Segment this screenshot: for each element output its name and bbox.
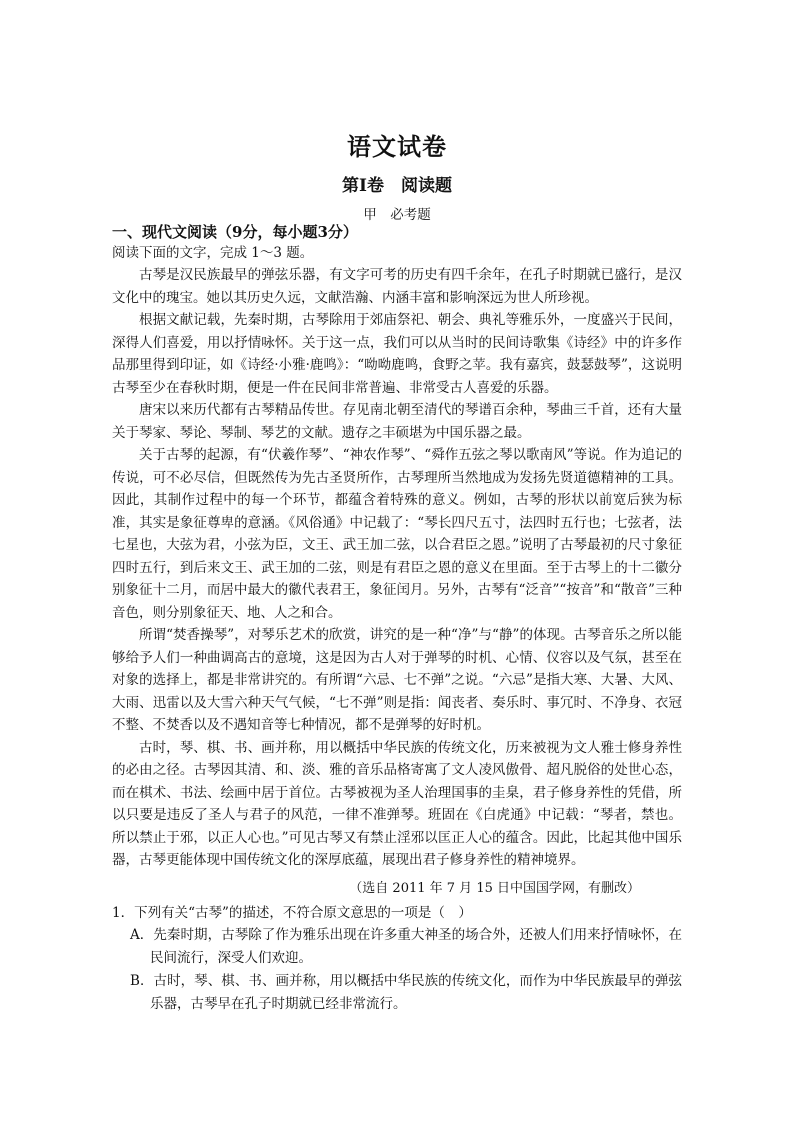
passage-source: （选自 2011 年 7 月 15 日中国国学网，有删改）	[349, 880, 640, 896]
passage-paragraph-4: 关于古琴的起源，有“伏羲作琴”、“神农作琴”、“舜作五弦之琴以歌南风”等说。作为追记的传说，可不必尽信，但既然传为先古圣贤所作，古琴理所当然地成为发扬先贤道德精神的工具。因此，其制作过程中的每一个环节，都蕴含着特殊的意义。例如，古琴的形状以前宽后狭为标准，其实是象征尊卑的意涵。《风俗通》中记载了：“琴长四尺五寸，法四时五行也；七弦者，法七星也，大弦为君，小弦为臣，文王、武王加二弦，以合君臣之恩。”说明了古琴最初的尺寸象征四时五行，到后来文王、武王加的二弦，则是有君臣之恩的意义在里面。至于古琴上的十二徽分别象征十二月，而居中最大的徽代表君王，象征闰月。另外，古琴有“泛音”“按音”和“散音”三种音色，则分别象征天、地、人之和合。	[112, 447, 682, 621]
question-1-stem: 1．下列有关“古琴”的描述，不符合原文意思的一项是（ ）	[112, 904, 472, 921]
passage-paragraph-1: 古琴是汉民族最早的弹弦乐器，有文字可考的历史有四千余年，在孔子时期就已盛行，是汉文化中的瑰宝。她以其历史久远，文献浩瀚、内涵丰富和影响深远为世人所珍视。	[112, 267, 682, 306]
question-1-option-b: B．古时，琴、棋、书、画并称，用以概括中华民族的传统文化，而作为中华民族最早的弹弦乐器，古琴早在孔子时期就已经非常流行。	[130, 972, 682, 1012]
reading-instruction: 阅读下面的文字，完成 1～3 题。	[112, 245, 314, 261]
question-1	[112, 902, 682, 1016]
passage-paragraph-2: 根据文献记载，先秦时期，古琴除用于郊庙祭祀、朝会、典礼等雅乐外，一度盛兴于民间，深得人们喜爱，用以抒情咏怀。关于这一点，我们可以从当时的民间诗歌集《诗经》中的许多作品那里得到印证，如《诗经·小雅·鹿鸣》：“呦呦鹿鸣，食野之苹。我有嘉宾，鼓瑟鼓琴”，这说明古琴至少在春秋时期，便是一件在民间非常普遍、非常受古人喜爱的乐器。	[112, 312, 682, 396]
section-heading: 一、现代文阅读（9分，每小题3分）	[112, 223, 358, 241]
reading-passage	[112, 264, 682, 872]
exam-content	[112, 221, 682, 1016]
question-1-option-a: A．先秦时期，古琴除了作为雅乐出现在许多重大神圣的场合外，还被人们用来抒情咏怀，在民间流行，深受人们欢迎。	[130, 926, 682, 966]
passage-paragraph-5: 所谓“焚香操琴”，对琴乐艺术的欣赏，讲究的是一种“净”与“静”的体现。古琴音乐之所以能够给予人们一种曲调高古的意境，这是因为古人对于弹琴的时机、心情、仪容以及气氛，甚至在对象的选择上，都是非常讲究的。有所谓“六忌、七不弹”之说。“六忌”是指大寒、大暑、大风、大雨、迅雷以及大雪六种天气气候，“七不弹”则是指：闻丧者、奏乐时、事冗时、不净身、衣冠不整、不焚香以及不遇知音等七种情况，都不是弹琴的好时机。	[112, 627, 682, 733]
exam-title: 语文试卷	[347, 132, 447, 161]
passage-paragraph-3: 唐宋以来历代都有古琴精品传世。存见南北朝至清代的琴谱百余种，琴曲三千首，还有大量关于琴家、琴论、琴制、琴艺的文献。遗存之丰硕堪为中国乐器之最。	[112, 402, 682, 441]
passage-paragraph-6: 古时，琴、棋、书、画并称，用以概括中华民族的传统文化，历来被视为文人雅士修身养性的必由之径。古琴因其清、和、淡、雅的音乐品格寄寓了文人凌风傲骨、超凡脱俗的处世心态，而在棋术、书法、绘画中居于首位。古琴被视为圣人治理国事的圭臬，君子修身养性的凭借，所以只要是违反了圣人与君子的风范，一律不准弹琴。班固在《白虎通》中记载：“琴者，禁也。所以禁止于邪，以正人心也。”可见古琴又有禁止淫邪以匡正人心的蕴含。因此，比起其他中国乐器，古琴更能体现中国传统文化的深厚底蕴，展现出君子修身养性的精神境界。	[112, 739, 682, 868]
part-label: 甲 必考题	[363, 207, 431, 223]
volume-title: 第Ⅰ卷 阅读题	[342, 176, 452, 196]
